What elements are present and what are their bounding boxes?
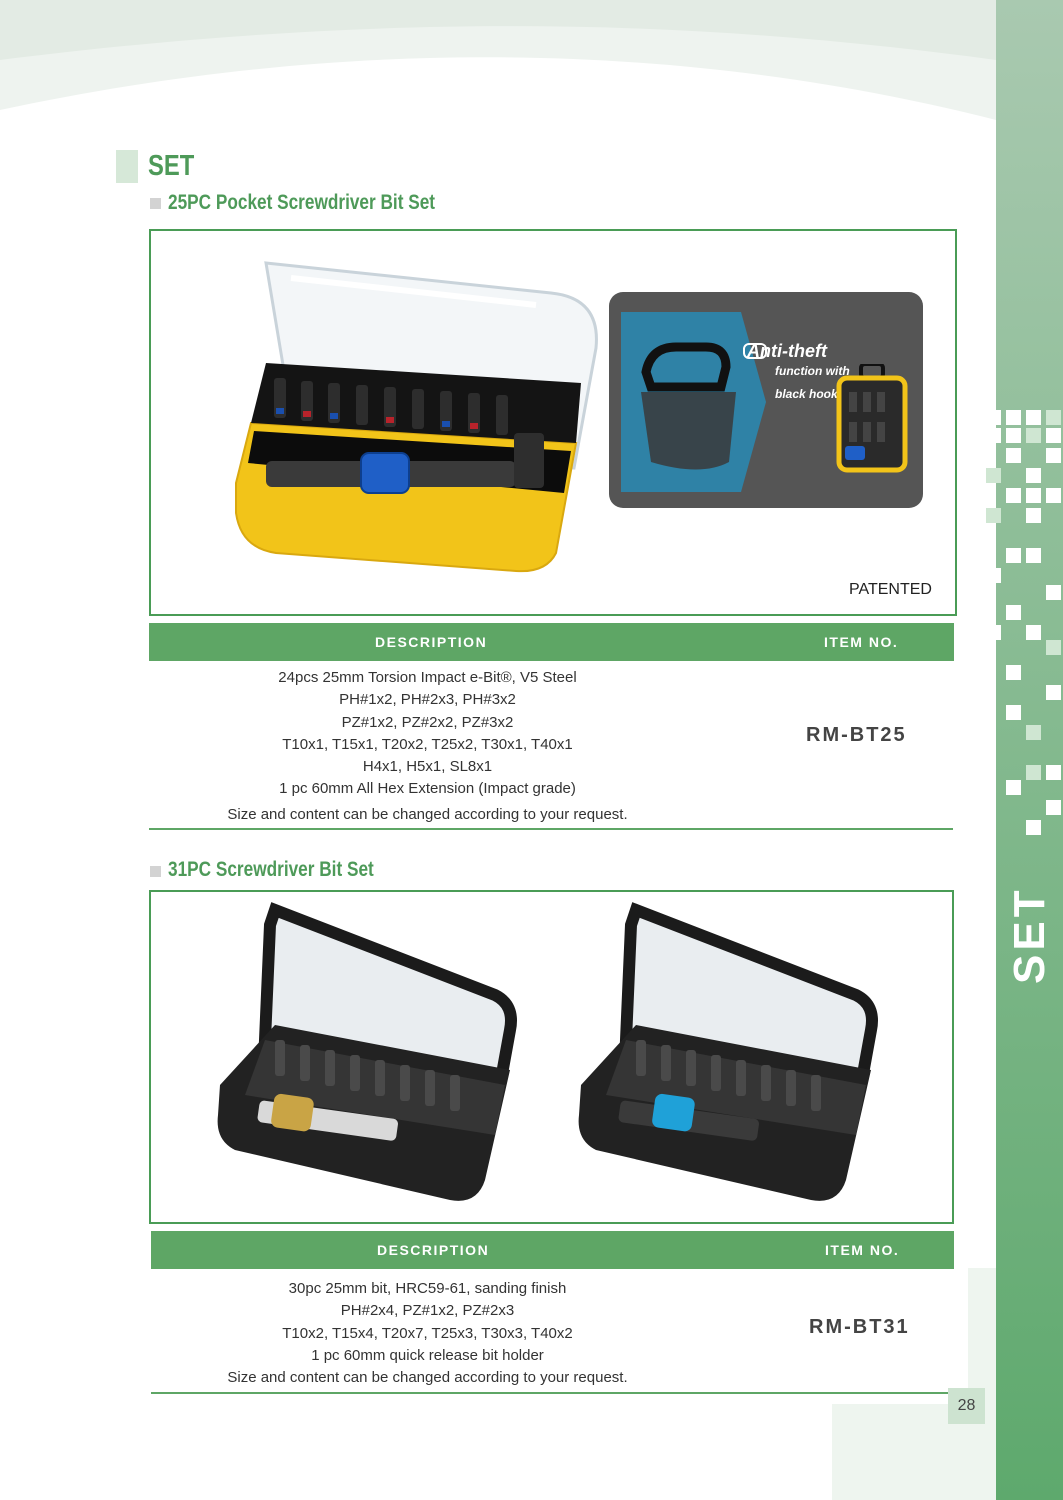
product2-photo-frame [149,890,954,1224]
description-line: 1 pc 60mm All Hex Extension (Impact grade) [279,780,576,798]
description-line: 1 pc 60mm quick release bit holder [311,1346,544,1364]
description-line: T10x1, T15x1, T20x2, T25x2, T30x1, T40x1 [282,735,573,753]
product1-description [150,667,705,826]
product1-item-no: RM-BT25 [806,724,907,746]
section-marker [116,150,138,183]
section-title: SET [148,150,195,182]
hanging-pack-image [831,364,911,474]
pocket-bit-set-image [196,253,616,593]
patented-label: PATENTED [849,581,932,598]
description-line: 24pcs 25mm Torsion Impact e-Bit®, V5 Steel [278,669,577,686]
badge-line1: function with [775,364,850,378]
description-note: Size and content can be changed according to your request. [227,805,628,823]
product2-description [150,1278,705,1389]
description-note: Size and content can be changed according to your request. [227,1369,628,1387]
hook-detail-image [621,312,766,492]
description-header: DESCRIPTION [377,1242,490,1258]
product2-item-no: RM-BT31 [809,1316,910,1338]
description-line: PH#1x2, PH#2x3, PH#3x2 [339,691,516,709]
description-line: PZ#1x2, PZ#2x2, PZ#3x2 [341,713,514,731]
badge-headline: Anti-theft [747,341,827,361]
description-line: H4x1, H5x1, SL8x1 [362,758,493,776]
product1-photo-frame [149,229,957,616]
side-section-label: SET [1005,886,1054,984]
description-line: 30pc 25mm bit, HRC59-61, sanding finish [288,1280,567,1297]
item-no-header: ITEM NO. [824,634,899,650]
product1-table-header [149,623,954,661]
product2-divider [151,1392,953,1394]
anti-theft-badge [609,292,923,508]
description-line: PH#2x4, PZ#1x2, PZ#2x3 [340,1302,515,1320]
screwdriver-icon [743,343,767,359]
bit-set-gold-holder-image [215,900,525,1220]
bit-set-blue-holder-image [576,900,886,1220]
side-band [996,0,1063,1500]
subsection-marker [150,198,161,209]
product2-title: 31PC Screwdriver Bit Set [168,858,374,881]
product1-divider [149,828,953,830]
item-no-header: ITEM NO. [825,1242,900,1258]
subsection-marker [150,866,161,877]
product2-table-header [151,1231,954,1269]
product1-title: 25PC Pocket Screwdriver Bit Set [168,191,436,214]
description-header: DESCRIPTION [375,634,488,650]
page-number: 28 [948,1388,985,1424]
badge-line2: black hook [775,387,838,401]
description-line: T10x2, T15x4, T20x7, T25x3, T30x3, T40x2 [282,1324,573,1342]
